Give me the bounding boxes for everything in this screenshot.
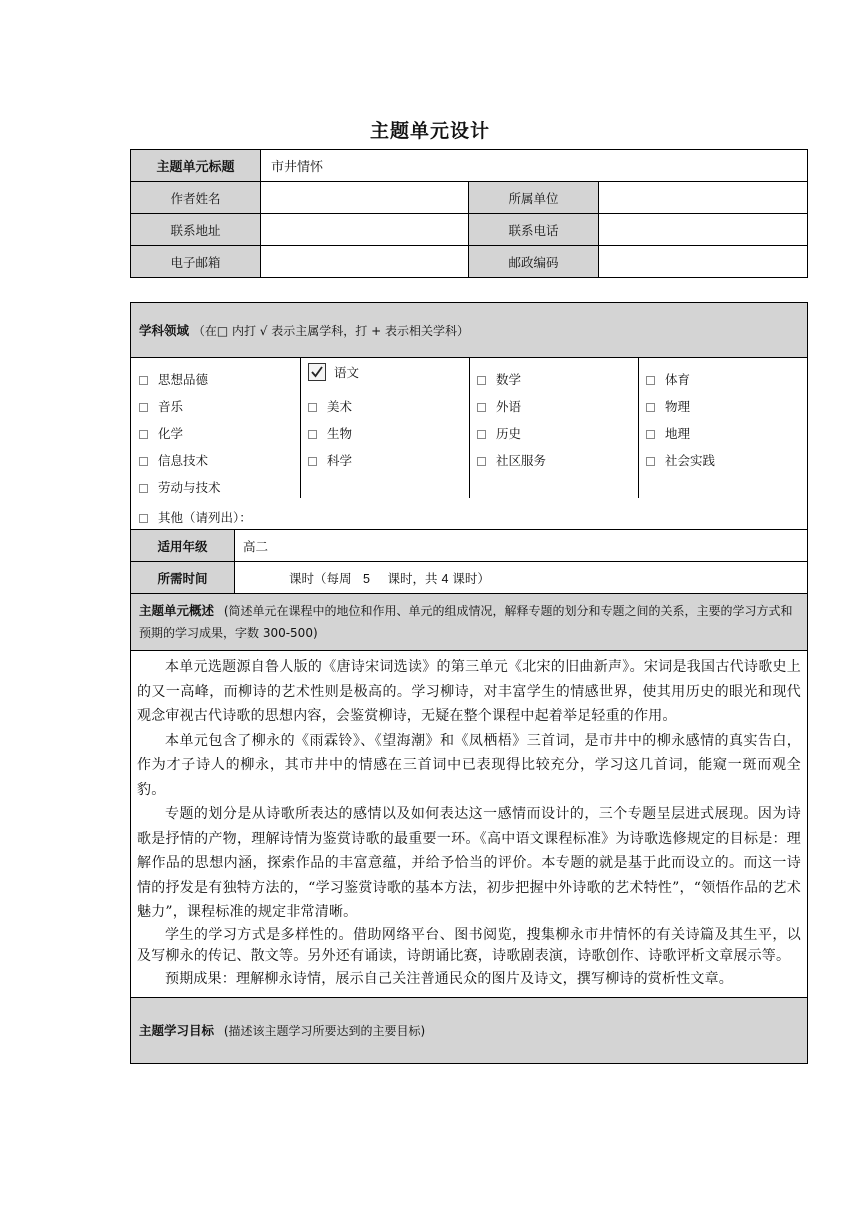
overview-paragraph: 本单元选题源自鲁人版的《唐诗宋词选读》的第三单元《北宋的旧曲新声》。宋词是我国古代诗歌史上的又一高峰，而柳诗的艺术性则是极高的。学习柳诗，对丰富学生的情感世界，使其用历史的眼光和现代观念审视古代诗歌的思想内容，会鉴赏柳诗，无疑在整个课程中起着举足轻重的作用。 — [137, 659, 801, 724]
checkbox-icon[interactable] — [139, 484, 148, 493]
subject-item[interactable]: 社区服务 — [477, 451, 546, 469]
overview-body[interactable] — [131, 651, 808, 998]
per-week-hours[interactable]: 5 — [363, 571, 370, 586]
unit-label: 所属单位 — [469, 182, 599, 214]
total-hours[interactable]: 4 — [441, 571, 449, 586]
subject-item[interactable]: 科学 — [308, 451, 352, 469]
checkbox-icon[interactable] — [308, 403, 317, 412]
subject-item[interactable]: 化学 — [139, 424, 183, 442]
checkbox-icon[interactable] — [646, 403, 655, 412]
subject-item[interactable]: 地理 — [646, 424, 690, 442]
unit-field[interactable] — [599, 182, 808, 214]
checkbox-icon[interactable] — [646, 457, 655, 466]
grade-label: 适用年级 — [131, 530, 235, 562]
subject-area-label: 学科领域 — [139, 323, 190, 338]
subject-column-1 — [131, 358, 300, 498]
other-subjects[interactable]: 其他（请列出）： — [139, 508, 252, 526]
checkbox-icon[interactable] — [139, 457, 148, 466]
subject-area-note: （在□ 内打 √ 表示主属学科，打 + 表示相关学科） — [192, 324, 469, 338]
phone-label: 联系电话 — [469, 214, 599, 246]
checkbox-icon[interactable] — [646, 430, 655, 439]
checkbox-icon[interactable] — [308, 430, 317, 439]
checkbox-icon[interactable] — [646, 376, 655, 385]
checkbox-icon[interactable] — [477, 457, 486, 466]
subject-item[interactable]: 数学 — [477, 370, 521, 388]
checkbox-icon[interactable] — [477, 430, 486, 439]
goal-header — [131, 998, 808, 1064]
overview-label: 主题单元概述 — [139, 603, 215, 618]
subject-column-4 — [638, 358, 807, 498]
subject-item[interactable]: 历史 — [477, 424, 521, 442]
author-field[interactable] — [261, 182, 469, 214]
checked-checkbox-icon[interactable] — [308, 363, 326, 381]
subject-area-header — [131, 303, 808, 358]
address-label: 联系地址 — [131, 214, 261, 246]
postcode-label: 邮政编码 — [469, 246, 599, 278]
checkbox-icon[interactable] — [139, 376, 148, 385]
overview-header — [131, 594, 808, 651]
overview-paragraph: 本单元包含了柳永的《雨霖铃》、《望海潮》和《凤栖梧》三首词，是市井中的柳永感情的真实告白，作为才子诗人的柳永，其市井中的情感在三首词中已表现得比较充分，学习这几首词，能窥一斑而观全豹。 — [137, 732, 801, 798]
checkbox-icon[interactable] — [139, 514, 148, 523]
checkbox-icon[interactable] — [139, 430, 148, 439]
grade-field[interactable]: 高二 — [235, 530, 808, 562]
goal-label: 主题学习目标 — [139, 1022, 215, 1038]
subject-item[interactable]: 美术 — [308, 397, 352, 415]
email-label: 电子邮箱 — [131, 246, 261, 278]
time-label: 所需时间 — [131, 562, 235, 594]
subject-checklist — [131, 358, 807, 529]
subject-column-3 — [469, 358, 638, 498]
subject-item[interactable]: 思想品德 — [139, 370, 208, 388]
overview-paragraph: 学生的学习方式是多样性的。借助网络平台、图书阅览，搜集柳永市井情怀的有关诗篇及其生平，以及写柳永的传记、散文等。另外还有诵读，诗朗诵比赛，诗歌剧表演，诗歌创作、诗歌评析文章展示等。 — [137, 926, 801, 964]
subject-item[interactable]: 劳动与技术 — [139, 478, 221, 496]
theme-title-value[interactable]: 市井情怀 — [261, 150, 808, 182]
overview-paragraph: 专题的划分是从诗歌所表达的感情以及如何表达这一感情而设计的，三个专题呈层进式展现。因为诗歌是抒情的产物，理解诗情为鉴赏诗歌的最重要一环。《高中语文课程标准》为诗歌选修规定的目标是：理解作品的思想内涵，探索作品的丰富意蕴，并给予恰当的评价。本专题的就是基于此而设立的。而这一诗情的抒发是有独特方法的，“学习鉴赏诗歌的基本方法，初步把握中外诗歌的艺术特性”，“领悟作品的艺术魅力”，课程标准的规定非常清晰。 — [137, 806, 801, 920]
subject-item[interactable]: 社会实践 — [646, 451, 715, 469]
page-title: 主题单元设计 — [369, 120, 490, 142]
basic-info-table — [130, 149, 808, 278]
subject-item[interactable]: 生物 — [308, 424, 352, 442]
unit-design-table — [130, 302, 808, 1064]
subject-item[interactable]: 体育 — [646, 370, 690, 388]
subject-item[interactable]: 音乐 — [139, 397, 183, 415]
subject-item[interactable]: 物理 — [646, 397, 690, 415]
phone-field[interactable] — [599, 214, 808, 246]
subject-item[interactable]: 外语 — [477, 397, 521, 415]
overview-paragraph: 预期成果：理解柳永诗情，展示自己关注普通民众的图片及诗文，撰写柳诗的赏析性文章。 — [165, 970, 733, 987]
overview-hint: (简述单元在课程中的地位和作用、单元的组成情况，解释专题的划分和专题之间的关系，主要的学习方式和预期的学习成果，字数 300-500) — [139, 604, 793, 640]
subject-item[interactable]: 信息技术 — [139, 451, 208, 469]
author-label: 作者姓名 — [131, 182, 261, 214]
subject-item[interactable]: 语文 — [308, 363, 359, 381]
email-field[interactable] — [261, 246, 469, 278]
address-field[interactable] — [261, 214, 469, 246]
postcode-field[interactable] — [599, 246, 808, 278]
checkbox-icon[interactable] — [477, 403, 486, 412]
checkbox-icon[interactable] — [477, 376, 486, 385]
time-field[interactable]: 课时（每周 5 课时，共 4 课时） — [235, 562, 808, 594]
subject-column-2 — [300, 358, 469, 498]
goal-hint: (描述该主题学习所要达到的主要目标) — [223, 1023, 426, 1038]
checkbox-icon[interactable] — [308, 457, 317, 466]
checkbox-icon[interactable] — [139, 403, 148, 412]
theme-title-label: 主题单元标题 — [131, 150, 261, 182]
